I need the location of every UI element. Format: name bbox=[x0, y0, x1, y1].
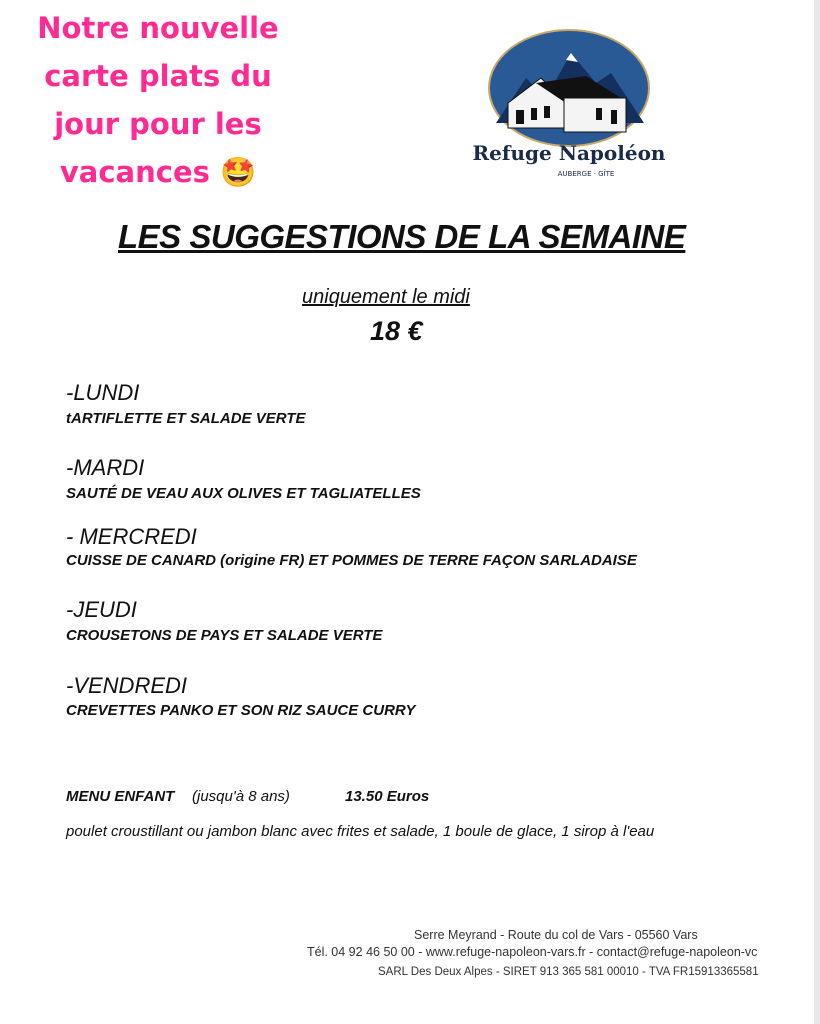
dish-text: SAUTÉ DE VEAU AUX OLIVES ET TAGLIATELLES bbox=[66, 485, 421, 502]
kids-menu-description: poulet croustillant ou jambon blanc avec frites et salade, 1 boule de glace, 1 sirop à l'eau bbox=[66, 823, 655, 840]
day-label: -LUNDI bbox=[66, 380, 140, 405]
day-label: -JEUDI bbox=[66, 597, 137, 622]
kids-menu-price: 13.50 Euros bbox=[345, 788, 430, 805]
page-edge bbox=[814, 0, 820, 1024]
footer-legal: SARL Des Deux Alpes - SIRET 913 365 581 00010 - TVA FR15913365581 bbox=[378, 966, 759, 978]
dish-text: CREVETTES PANKO ET SON RIZ SAUCE CURRY bbox=[66, 702, 416, 719]
dish-text: tARTIFLETTE ET SALADE VERTE bbox=[66, 410, 306, 427]
day-label: -MARDI bbox=[66, 455, 145, 480]
dish-text: CROUSETONS DE PAYS ET SALADE VERTE bbox=[66, 627, 383, 644]
logo-mountain-house-icon bbox=[472, 28, 666, 188]
refuge-napoleon-logo bbox=[472, 28, 666, 188]
footer-contact: Tél. 04 92 46 50 00 - www.refuge-napoleon-vars.fr - contact@refuge-napoleon-vc bbox=[307, 945, 758, 959]
overlay-line: carte plats du bbox=[44, 59, 272, 93]
menu-subtitle: uniquement le midi bbox=[302, 286, 470, 308]
day-label: - MERCREDI bbox=[66, 524, 197, 549]
dish-text: CUISSE DE CANARD (origine FR) ET POMMES DE TERRE FAÇON SARLADAISE bbox=[66, 552, 637, 569]
svg-text:AUBERGE · GÎTE: AUBERGE · GÎTE bbox=[557, 170, 615, 178]
overlay-line: jour pour les bbox=[54, 107, 262, 141]
promo-overlay-text bbox=[28, 4, 288, 196]
svg-text:Refuge Napoléon: Refuge Napoléon bbox=[472, 141, 666, 165]
kids-menu-label: MENU ENFANT bbox=[66, 788, 175, 805]
day-label: -VENDREDI bbox=[66, 673, 188, 698]
kids-menu-age: (jusqu'à 8 ans) bbox=[192, 788, 290, 805]
overlay-line: vacances 🤩 bbox=[59, 155, 257, 189]
menu-title: LES SUGGESTIONS DE LA SEMAINE bbox=[118, 218, 686, 255]
overlay-line: Notre nouvelle bbox=[37, 11, 279, 45]
menu-price: 18 € bbox=[370, 316, 423, 346]
footer-address: Serre Meyrand - Route du col de Vars - 05560 Vars bbox=[414, 928, 698, 942]
